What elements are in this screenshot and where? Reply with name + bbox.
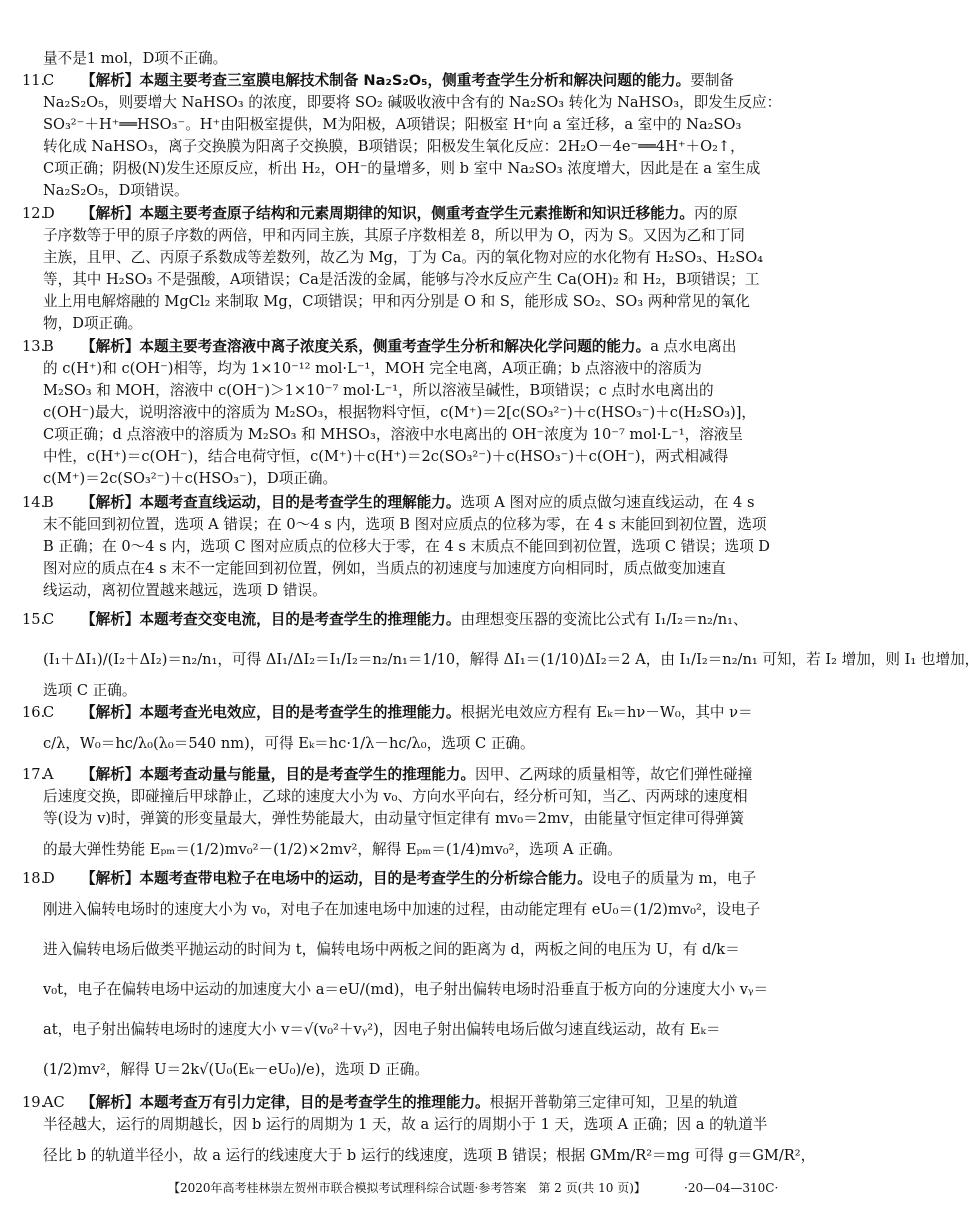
analysis-intro: 本题考查万有引力定律，目的是考查学生的推理能力。 <box>139 1094 490 1111</box>
analysis-line: v₀t，电子在偏转电场中运动的加速度大小 a＝eU/(md)，电子射出偏转电场时沿垂直于板方向的分速度大小 vᵧ＝ <box>43 981 769 998</box>
top-line-block <box>22 48 774 70</box>
analysis-line: C项正确；阴极(N)发生还原反应，析出 H₂，OH⁻的量增多，则 b 室中 Na₂SO₃ 浓度增大，因此是在 a 室生成 <box>43 160 761 177</box>
analysis-line: at，电子射出偏转电场时的速度大小 v＝√(v₀²＋vᵧ²)，因电子射出偏转电场后做匀速直线运动，故有 Eₖ＝ <box>43 1021 721 1038</box>
answer-letter: D <box>43 870 55 887</box>
analysis-line: c(M⁺)＝2c(SO₃²⁻)＋c(HSO₃⁻)，D项正确。 <box>43 470 338 487</box>
analysis-intro: 本题考查光电效应，目的是考查学生的推理能力。 <box>139 704 461 721</box>
analysis-line: 的 c(H⁺)和 c(OH⁻)相等，均为 1×10⁻¹² mol·L⁻¹，MOH 完全电离，A项正确；b 点溶液中的溶质为 <box>43 360 702 377</box>
question-number: 19. <box>22 1094 46 1111</box>
answer-letter: C <box>43 611 55 628</box>
question-11 <box>22 70 782 202</box>
analysis-line: 中性，c(H⁺)＝c(OH⁻)，结合电荷守恒，c(M⁺)＋c(H⁺)＝2c(SO₃²⁻)＋c(HSO₃⁻)＋c(OH⁻)，两式相减得 <box>43 448 729 465</box>
analysis-line: 进入偏转电场后做类平抛运动的时间为 t，偏转电场中两板之间的距离为 d，两板之间的电压为 U，有 d/k＝ <box>43 941 740 958</box>
analysis-line: 物，D项正确。 <box>43 315 143 332</box>
question-18 <box>22 868 774 1090</box>
answer-letter: C <box>43 72 55 89</box>
analysis-line: 半径越大，运行的周期越长，因 b 运行的周期为 1 天，故 a 运行的周期小于 1 天，选项 A 正确；因 a 的轨道半 <box>43 1116 768 1133</box>
analysis-line: 主族，且甲、乙、丙原子系数成等差数列，故乙为 Mg，丁为 Ca。丙的氧化物对应的水化物有 H₂SO₃、H₂SO₄ <box>43 249 764 266</box>
analysis-line: M₂SO₃ 和 MOH，溶液中 c(OH⁻)＞1×10⁻⁷ mol·L⁻¹，所以溶液呈碱性，B项错误；c 点时水电离出的 <box>43 382 714 399</box>
analysis-line: 的最大弹性势能 Eₚₘ＝(1/2)mv₀²－(1/2)×2mv²，解得 Eₚₘ＝(1/4)mv₀²，选项 A 正确。 <box>43 841 622 858</box>
analysis-line: 转化成 NaHSO₃，离子交换膜为阳离子交换膜，B项错误；阳极发生氧化反应：2H₂O－4e⁻══4H⁺＋O₂↑， <box>43 138 745 155</box>
question-number: 12. <box>22 205 46 222</box>
analysis-intro: 本题考查交变电流，目的是考查学生的推理能力。 <box>139 611 461 628</box>
analysis-line: Na₂S₂O₅，D项错误。 <box>43 182 189 199</box>
analysis-line: (1/2)mv²，解得 U＝2k√(U₀(Eₖ－eU₀)/e)，选项 D 正确。 <box>43 1061 429 1078</box>
analysis-line: Na₂S₂O₅，则要增大 NaHSO₃ 的浓度，即要将 SO₂ 碱吸收液中含有的 Na₂SO₃ 转化为 NaHSO₃，即发生反应： <box>43 94 782 111</box>
analysis-text: a 点水电离出 <box>650 338 737 355</box>
analysis-text: 由理想变压器的变流比公式有 I₁/I₂＝n₂/n₁、 <box>460 611 748 628</box>
analysis-line: 业上用电解熔融的 MgCl₂ 来制取 Mg，C项错误；甲和丙分别是 O 和 S，能形成 SO₂、SO₃ 两种常见的氧化 <box>43 293 750 310</box>
analysis-tag: 【解析】 <box>81 766 140 783</box>
analysis-line: 刚进入偏转电场时的速度大小为 v₀，对电子在加速电场中加速的过程，由动能定理有 eU₀＝(1/2)mv₀²，设电子 <box>43 901 761 918</box>
question-16 <box>22 702 774 764</box>
question-number: 15. <box>22 611 46 628</box>
analysis-line: 线运动，离初位置越来越远，选项 D 错误。 <box>43 582 327 599</box>
analysis-tag: 【解析】 <box>81 205 140 222</box>
analysis-line: 选项 C 正确。 <box>43 682 137 699</box>
analysis-text: 选项 A 图对应的质点做匀速直线运动，在 4 s <box>460 494 755 511</box>
analysis-text: 设电子的质量为 m，电子 <box>591 870 757 887</box>
analysis-line: 等，其中 H₂SO₃ 不是强酸，A项错误；Ca是活泼的金属，能够与冷水反应产生 Ca(OH)₂ 和 H₂，B项错误；工 <box>43 271 760 288</box>
question-number: 11. <box>22 72 46 89</box>
analysis-intro: 本题考查带电粒子在电场中的运动，目的是考查学生的分析综合能力。 <box>139 870 592 887</box>
analysis-line: c(OH⁻)最大，说明溶液中的溶质为 M₂SO₃，根据物料守恒，c(M⁺)＝2[c(SO₃²⁻)＋c(HSO₃⁻)＋c(H₂SO₃)]， <box>43 404 757 421</box>
analysis-text: 因甲、乙两球的质量相等，故它们弹性碰撞 <box>475 766 753 783</box>
question-12 <box>22 203 774 335</box>
analysis-line: B 正确；在 0～4 s 内，选项 C 图对应质点的位移大于零，在 4 s 末质点不能回到初位置，选项 C 错误；选项 D <box>43 538 771 555</box>
question-number: 14. <box>22 494 46 511</box>
analysis-text: 要制备 <box>690 72 735 89</box>
analysis-tag: 【解析】 <box>81 870 140 887</box>
analysis-line: C项正确；d 点溶液中的溶质为 M₂SO₃ 和 MHSO₃，溶液中水电离出的 OH⁻浓度为 10⁻⁷ mol·L⁻¹，溶液呈 <box>43 426 743 443</box>
analysis-tag: 【解析】 <box>81 338 140 355</box>
footer-title: 【2020年高考桂林崇左贺州市联合模拟考试理科综合试题·参考答案 第 2 页(共 10 页)】 <box>168 1181 646 1195</box>
question-15 <box>22 600 979 702</box>
analysis-line: 等(设为 v)时，弹簧的形变量最大，弹性势能最大，由动量守恒定律有 mv₀＝2mv，由能量守恒定律可得弹簧 <box>43 810 745 827</box>
analysis-tag: 【解析】 <box>81 704 140 721</box>
answer-letter: D <box>43 205 55 222</box>
analysis-tag: 【解析】 <box>81 611 140 628</box>
analysis-text: 丙的原 <box>693 205 738 222</box>
analysis-line: SO₃²⁻＋H⁺══HSO₃⁻。H⁺由阳极室提供，M为阳极，A项错误；阳极室 H⁺向 a 室迁移，a 室中的 Na₂SO₃ <box>43 116 742 133</box>
analysis-line: 子序数等于甲的原子序数的两倍，甲和丙同主族，其原子序数相差 8，所以甲为 O，丙为 S。又因为乙和丁同 <box>43 227 745 244</box>
answer-letter: AC <box>43 1094 65 1111</box>
top-line: 量不是1 mol，D项不正确。 <box>43 50 228 67</box>
question-number: 13. <box>22 338 46 355</box>
footer-code: ·20—04—310C· <box>684 1181 779 1195</box>
analysis-text: 根据开普勒第三定律可知，卫星的轨道 <box>489 1094 738 1111</box>
analysis-line: 后速度交换，即碰撞后甲球静止，乙球的速度大小为 v₀、方向水平向右，经分析可知，当乙、丙两球的速度相 <box>43 788 748 805</box>
question-19 <box>22 1092 816 1176</box>
analysis-tag: 【解析】 <box>81 494 140 511</box>
analysis-line: 图对应的质点在4 s 末不一定能回到初位置，例如，当质点的初速度与加速度方向相同时，质点做变加速直 <box>43 560 726 577</box>
answer-letter: B <box>43 494 54 511</box>
analysis-line: (I₁＋ΔI₁)/(I₂＋ΔI₂)＝n₂/n₁，可得 ΔI₁/ΔI₂＝I₁/I₂＝n₂/n₁＝1/10，解得 ΔI₁＝(1/10)ΔI₂＝2 A，由 I₁/I₂＝n₂/n₁ 可知，若 I₂ 增加，则 I₁ 也增加， <box>43 651 979 668</box>
question-number: 18. <box>22 870 46 887</box>
analysis-intro: 本题考查动量与能量，目的是考查学生的推理能力。 <box>139 766 476 783</box>
analysis-intro: 本题主要考查三室膜电解技术制备 Na₂S₂O₅，侧重考查学生分析和解决问题的能力。 <box>139 72 691 89</box>
question-number: 17. <box>22 766 46 783</box>
answer-letter: C <box>43 704 55 721</box>
question-13 <box>22 336 774 490</box>
analysis-line: 末不能回到初位置，选项 A 错误；在 0～4 s 内，选项 B 图对应质点的位移为零，在 4 s 末能回到初位置，选项 <box>43 516 767 533</box>
analysis-tag: 【解析】 <box>81 1094 140 1111</box>
analysis-intro: 本题主要考查溶液中离子浓度关系，侧重考查学生分析和解决化学问题的能力。 <box>139 338 651 355</box>
analysis-intro: 本题考查直线运动，目的是考查学生的理解能力。 <box>139 494 461 511</box>
analysis-text: 根据光电效应方程有 Eₖ＝hν－W₀，其中 ν＝ <box>460 704 753 721</box>
answer-letter: A <box>43 766 54 783</box>
analysis-line: 径比 b 的轨道半径小，故 a 运行的线速度大于 b 运行的线速度，选项 B 错误；根据 GMm/R²＝mg 可得 g＝GM/R²， <box>43 1147 816 1164</box>
question-14 <box>22 492 774 602</box>
analysis-intro: 本题主要考查原子结构和元素周期律的知识，侧重考查学生元素推断和知识迁移能力。 <box>139 205 694 222</box>
question-number: 16. <box>22 704 46 721</box>
analysis-line: c/λ，W₀＝hc/λ₀(λ₀＝540 nm)，可得 Eₖ＝hc·1/λ－hc/λ₀，选项 C 正确。 <box>43 735 535 752</box>
answer-letter: B <box>43 338 54 355</box>
page-footer <box>0 1178 794 1198</box>
question-17 <box>22 764 774 870</box>
analysis-tag: 【解析】 <box>81 72 140 89</box>
